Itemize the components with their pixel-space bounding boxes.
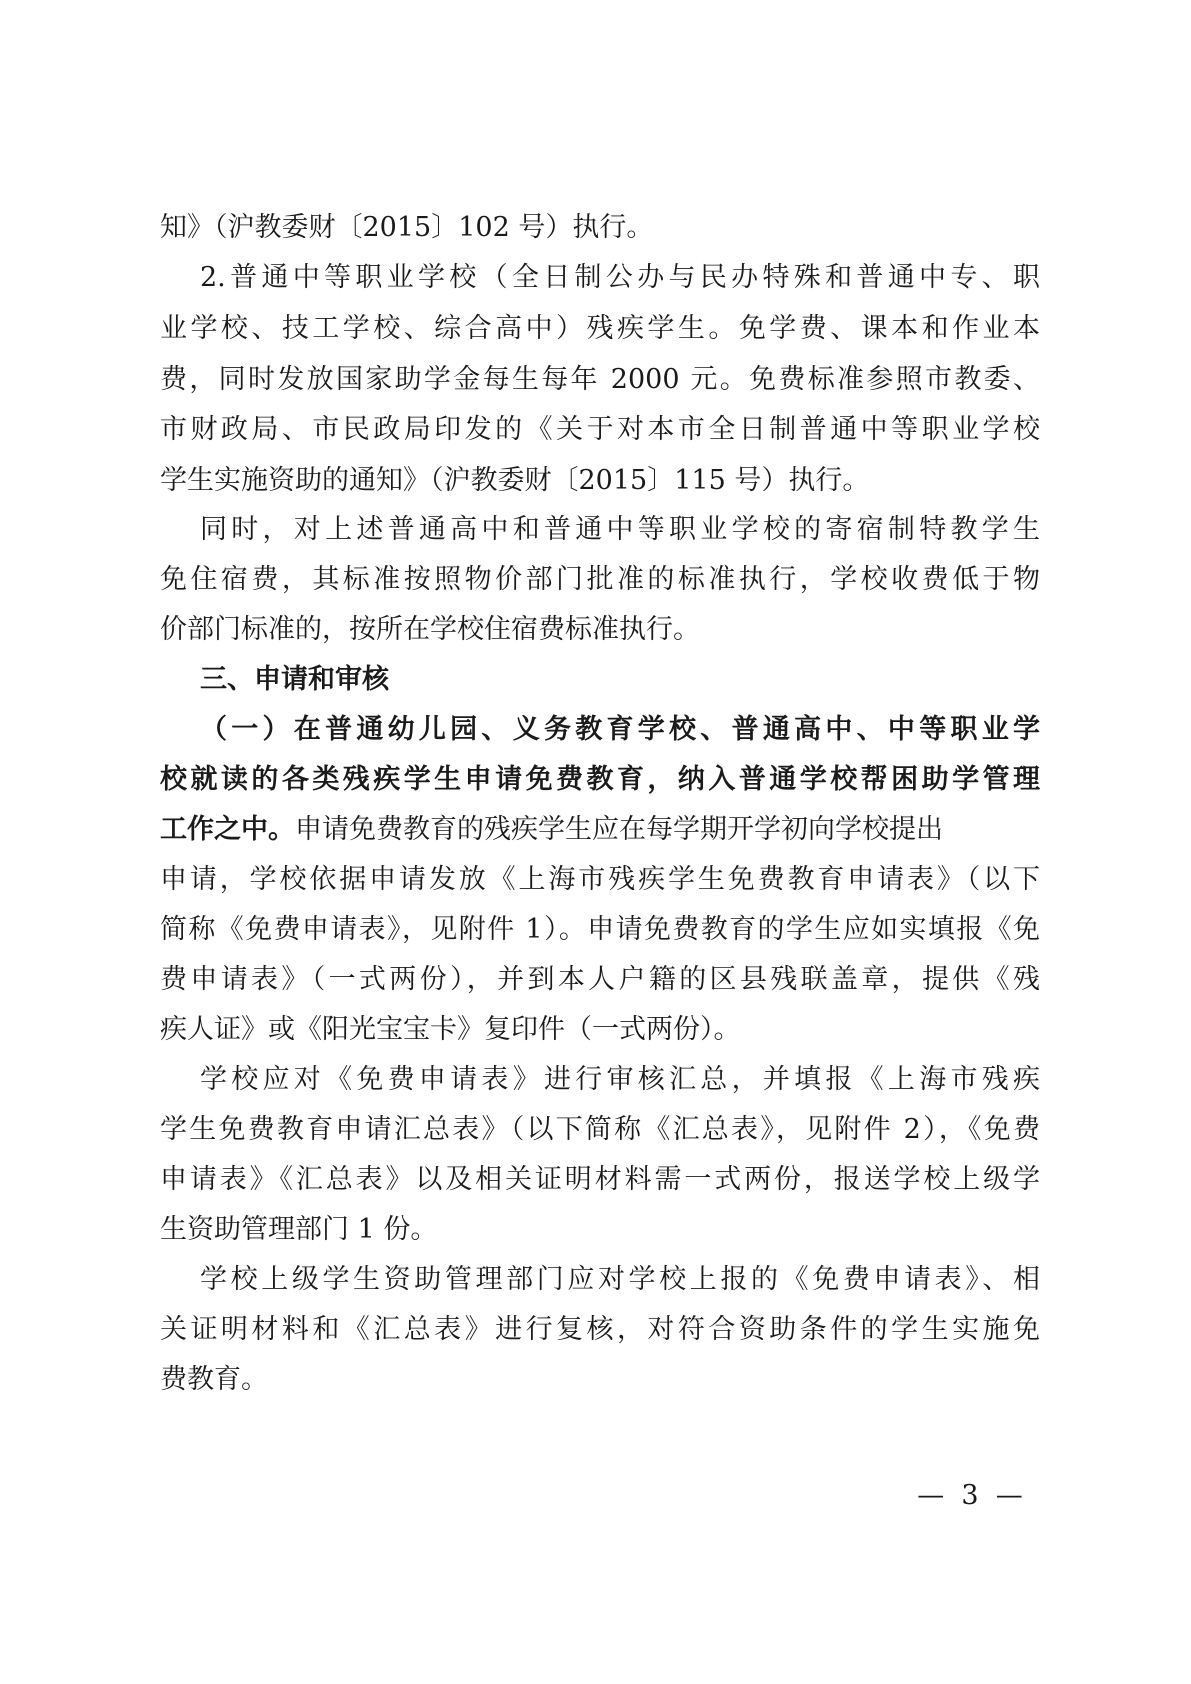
- text-line: 费，同时发放国家助学金每生每年 2000 元。免费标准参照市教委、: [160, 364, 1040, 395]
- regular-segment: 申请免费教育的残疾学生应在每学期开学初向学校提出: [295, 814, 943, 845]
- text-line: 学生实施资助的通知》（沪教委财〔2015〕115 号）执行。: [160, 465, 870, 496]
- text-line: 知》（沪教委财〔2015〕102 号）执行。: [160, 212, 654, 243]
- text-line: 申请，学校依据申请发放《上海市残疾学生免费教育申请表》（以下: [160, 864, 1040, 895]
- text-line: 市财政局、市民政局印发的《关于对本市全日制普通中等职业学校: [160, 414, 1040, 445]
- text-line: 学生免费教育申请汇总表》（以下简称《汇总表》，见附件 2），《免费: [160, 1114, 1040, 1145]
- text-line: 简称《免费申请表》，见附件 1）。申请免费教育的学生应如实填报《免: [160, 914, 1040, 945]
- text-line: 费申请表》（一式两份），并到本人户籍的区县残联盖章，提供《残: [160, 964, 1040, 995]
- text-line: 关证明材料和《汇总表》进行复核，对符合资助条件的学生实施免: [160, 1314, 1040, 1345]
- page-number: — 3 —: [917, 1480, 1023, 1511]
- text-line: 费教育。: [160, 1364, 268, 1395]
- text-line: 免住宿费，其标准按照物价部门批准的标准执行，学校收费低于物: [160, 564, 1040, 595]
- text-line: 2.普通中等职业学校（全日制公办与民办特殊和普通中专、职: [200, 262, 1040, 293]
- text-line: 生资助管理部门 1 份。: [160, 1214, 438, 1245]
- text-line: 校就读的各类残疾学生申请免费教育，纳入普通学校帮困助学管理: [160, 764, 1040, 795]
- text-line: 学校上级学生资助管理部门应对学校上报的《免费申请表》、相: [200, 1264, 1040, 1295]
- text-line: 业学校、技工学校、综合高中）残疾学生。免学费、课本和作业本: [160, 313, 1040, 344]
- bold-segment: 工作之中。: [160, 814, 295, 845]
- section-heading: 三、申请和审核: [200, 664, 389, 695]
- text-line: 申请表》《汇总表》以及相关证明材料需一式两份，报送学校上级学: [160, 1164, 1040, 1195]
- text-line: 疾人证》或《阳光宝宝卡》复印件（一式两份）。: [160, 1014, 741, 1045]
- subsection-heading: （一）在普通幼儿园、义务教育学校、普通高中、中等职业学: [200, 714, 1040, 745]
- text-line: 学校应对《免费申请表》进行审核汇总，并填报《上海市残疾: [200, 1064, 1040, 1095]
- text-line: 同时，对上述普通高中和普通中等职业学校的寄宿制特教学生: [200, 514, 1040, 545]
- text-line-mixed: [160, 810, 1040, 850]
- text-line: 价部门标准的，按所在学校住宿费标准执行。: [160, 614, 700, 645]
